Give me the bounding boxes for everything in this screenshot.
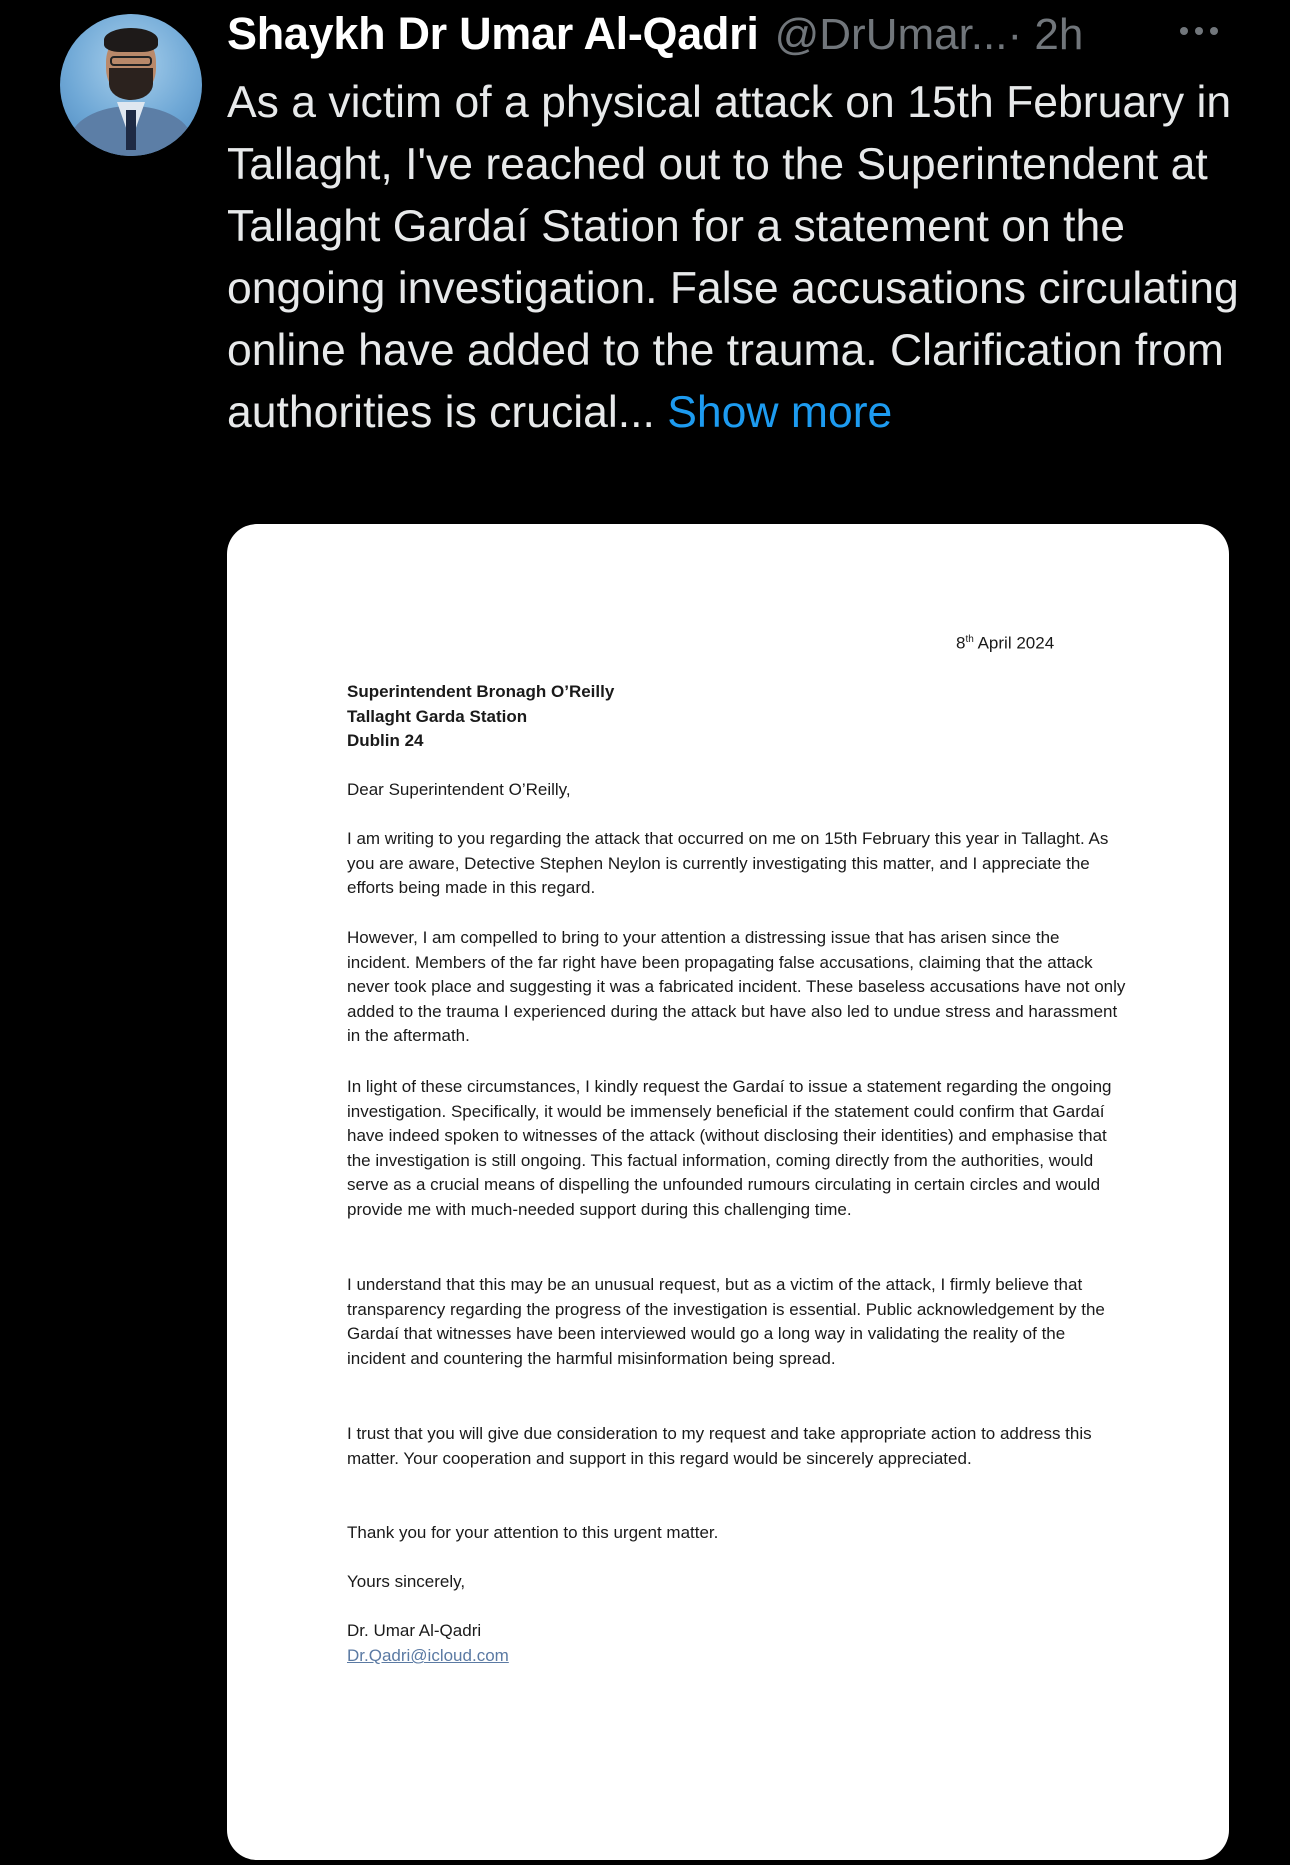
ellipsis-icon[interactable] xyxy=(1180,27,1224,37)
letter-paragraph: In light of these circumstances, I kindly request the Gardaí to issue a statement regarding the ongoing investigation. Specifically, it would be immensely beneficial if the statement could confirm that Gardaí have indeed spoken to witnesses of the attack (without disclosing their identities) and emphasise that the investigation is still ongoing. This factual information, coming directly from the authorities, would serve as a crucial means of dispelling the unfounded rumours circulating in certain circles and would provide me with much-needed support during this challenging time. xyxy=(347,1077,1112,1219)
avatar-hair xyxy=(104,28,158,52)
recipient-line: Tallaght Garda Station xyxy=(347,706,528,726)
tweet-header xyxy=(227,8,1237,64)
letter-paragraph: I trust that you will give due consideration to my request and take appropriate action to address this matter. Your cooperation and support in this regard would be sincerely appreciated. xyxy=(347,1424,1092,1468)
signature-email[interactable]: Dr.Qadri@icloud.com xyxy=(347,1646,509,1665)
date-suffix: th xyxy=(965,634,974,645)
date-rest: April 2024 xyxy=(973,633,1055,653)
letter-paragraph: Thank you for your attention to this urgent matter. xyxy=(347,1523,719,1542)
date-day: 8 xyxy=(956,633,966,653)
avatar-beard xyxy=(109,68,153,100)
tweet-timestamp[interactable]: · 2h xyxy=(1007,10,1084,59)
letter-recipient xyxy=(347,680,614,754)
author-avatar[interactable] xyxy=(60,14,202,156)
recipient-line: Dublin 24 xyxy=(347,731,424,750)
avatar-tie xyxy=(126,110,136,150)
letter-closing: Yours sincerely, xyxy=(347,1572,466,1591)
avatar-glasses xyxy=(110,56,152,66)
letter-paragraph: I understand that this may be an unusual request, but as a victim of the attack, I firmly believe that transparency regarding the progress of the investigation is essential. Public acknowledgement by the Gardaí that witnesses have been interviewed would go a long way in validating the reality of the incident and countering the harmful misinformation being spread. xyxy=(347,1275,1105,1368)
tweet-media-image[interactable] xyxy=(227,524,1229,1860)
signature-name: Dr. Umar Al-Qadri xyxy=(347,1621,482,1640)
dot xyxy=(1195,27,1203,35)
dot xyxy=(1180,27,1188,35)
letter-date xyxy=(956,628,1054,656)
show-more-link[interactable]: Show more xyxy=(667,388,893,437)
author-handle[interactable]: @DrUmar... xyxy=(774,10,1008,59)
letter-salutation: Dear Superintendent O’Reilly, xyxy=(347,780,571,799)
tweet-text xyxy=(227,72,1277,444)
recipient-line: Superintendent Bronagh O’Reilly xyxy=(347,682,615,701)
dot xyxy=(1210,27,1218,35)
author-name[interactable]: Shaykh Dr Umar Al-Qadri xyxy=(227,8,759,59)
letter-paragraph: I am writing to you regarding the attack that occurred on me on 15th February this year in Tallaght. As you are aware, Detective Stephen Neylon is currently investigating this matter, and I appreciate the efforts being made in this regard. xyxy=(347,829,1109,898)
tweet-body: As a victim of a physical attack on 15th February in Tallaght, I've reached out to the Superintendent at Tallaght Gardaí Station for a statement on the ongoing investigation. False accusations circulating online have added to the trauma. Clarification from authorities is crucial... xyxy=(227,78,1239,437)
letter-paragraph: However, I am compelled to bring to your attention a distressing issue that has arisen since the incident. Members of the far right have been propagating false accusations, claiming that the attack never took place and suggesting it was a fabricated incident. These baseless accusations have not only added to the trauma I experienced during the attack but have also led to undue stress and harassment in the aftermath. xyxy=(347,928,1126,1046)
